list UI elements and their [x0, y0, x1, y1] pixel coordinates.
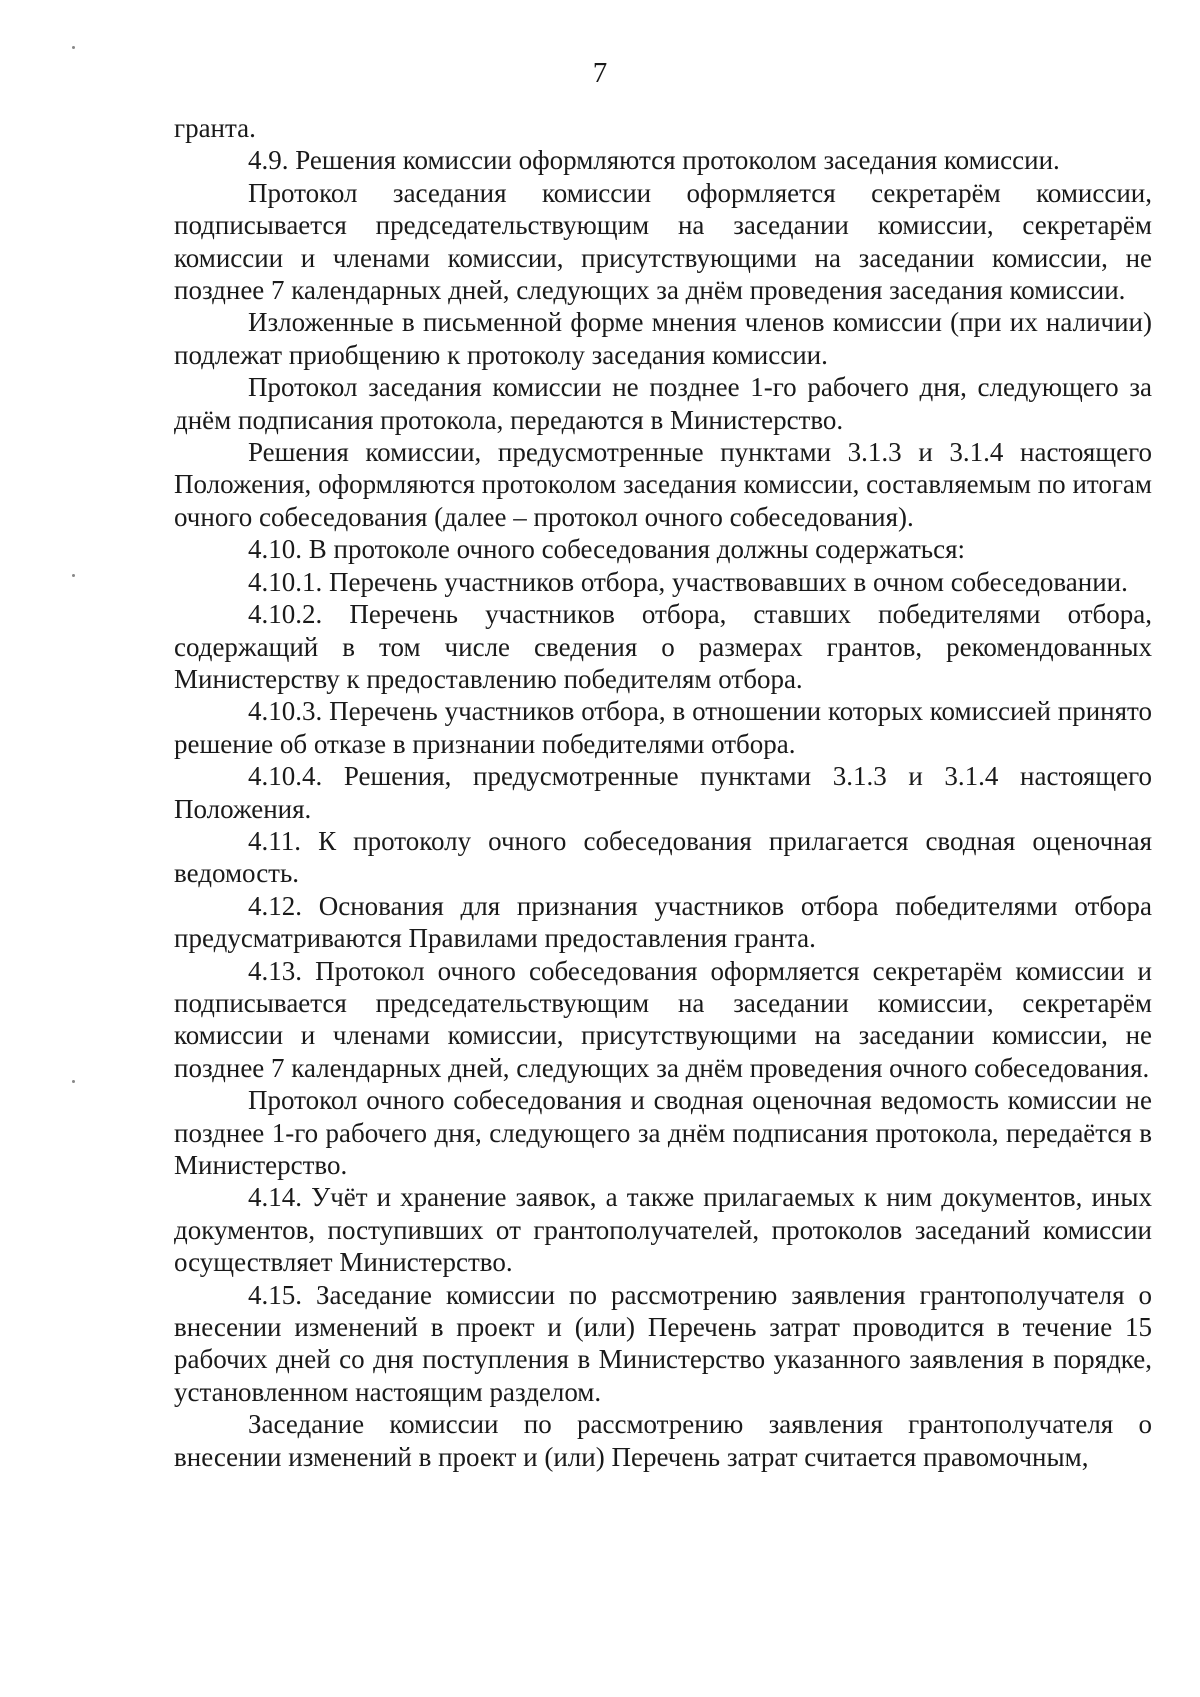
scan-speck [72, 1080, 75, 1083]
paragraph: Протокол очного собеседования и сводная оценочная ведомость комиссии не позднее 1-го рабочего дня, следующего за днём подписания протокола, передаётся в Министерство. [174, 1085, 1152, 1180]
paragraph: Изложенные в письменной форме мнения членов комиссии (при их наличии) подлежат приобщению к протоколу заседания комиссии. [174, 307, 1152, 370]
scan-speck [72, 574, 75, 577]
paragraph: 4.11. К протоколу очного собеседования прилагается сводная оценочная ведомость. [174, 825, 1152, 889]
paragraph: 4.14. Учёт и хранение заявок, а также прилагаемых к ним документов, иных документов, поступивших от грантополучателей, протоколов заседаний комиссии осуществляет Министерство. [174, 1182, 1152, 1278]
paragraph: 4.13. Протокол очного собеседования оформляется секретарём комиссии и подписывается председательствующим на заседании комиссии, секретарём комиссии и членами комиссии, присутствующими на заседании комиссии, не позднее 7 календарных дней, следующих за днём проведения очного собеседования. [174, 955, 1152, 1083]
scan-speck [72, 46, 75, 49]
paragraph: 4.10.4. Решения, предусмотренные пунктами 3.1.3 и 3.1.4 настоящего Положения. [174, 761, 1152, 824]
paragraph: 4.10.3. Перечень участников отбора, в отношении которых комиссией принято решение об отказе в признании победителями отбора. [174, 696, 1152, 759]
document-body [174, 112, 1152, 1473]
page-number: 7 [592, 57, 608, 89]
paragraph: Протокол заседания комиссии оформляется секретарём комиссии, подписывается председательствующим на заседании комиссии, секретарём комиссии и членами комиссии, присутствующими на заседании комиссии, не позднее 7 календарных дней, следующих за днём проведения заседания комиссии. [174, 177, 1152, 306]
paragraph: 4.10.2. Перечень участников отбора, ставших победителями отбора, содержащий в том числе сведения о размерах грантов, рекомендованных Министерству к предоставлению победителям отбора. [174, 599, 1152, 694]
paragraph: 4.15. Заседание комиссии по рассмотрению заявления грантополучателя о внесении изменений в проект и (или) Перечень затрат проводится в течение 15 рабочих дней со дня поступления в Министерство указанного заявления в порядке, установленном настоящим разделом. [174, 1279, 1152, 1407]
paragraph: 4.12. Основания для признания участников отбора победителями отбора предусматриваются Правилами предоставления гранта. [174, 890, 1152, 954]
paragraph: 4.10.1. Перечень участников отбора, участвовавших в очном собеседовании. [248, 566, 1128, 597]
paragraph: Решения комиссии, предусмотренные пунктами 3.1.3 и 3.1.4 настоящего Положения, оформляются протоколом заседания комиссии, составляемым по итогам очного собеседования (далее – протокол очного собеседования). [174, 437, 1152, 532]
paragraph: гранта. [174, 113, 256, 143]
paragraph: Заседание комиссии по рассмотрению заявления грантополучателя о внесении изменений в проект и (или) Перечень затрат считается правомочным, [174, 1409, 1152, 1472]
paragraph: 4.10. В протоколе очного собеседования должны содержаться: [248, 534, 966, 565]
paragraph: Протокол заседания комиссии не позднее 1-го рабочего дня, следующего за днём подписания протокола, передаются в Министерство. [174, 372, 1152, 435]
paragraph: 4.9. Решения комиссии оформляются протоколом заседания комиссии. [248, 145, 1060, 176]
